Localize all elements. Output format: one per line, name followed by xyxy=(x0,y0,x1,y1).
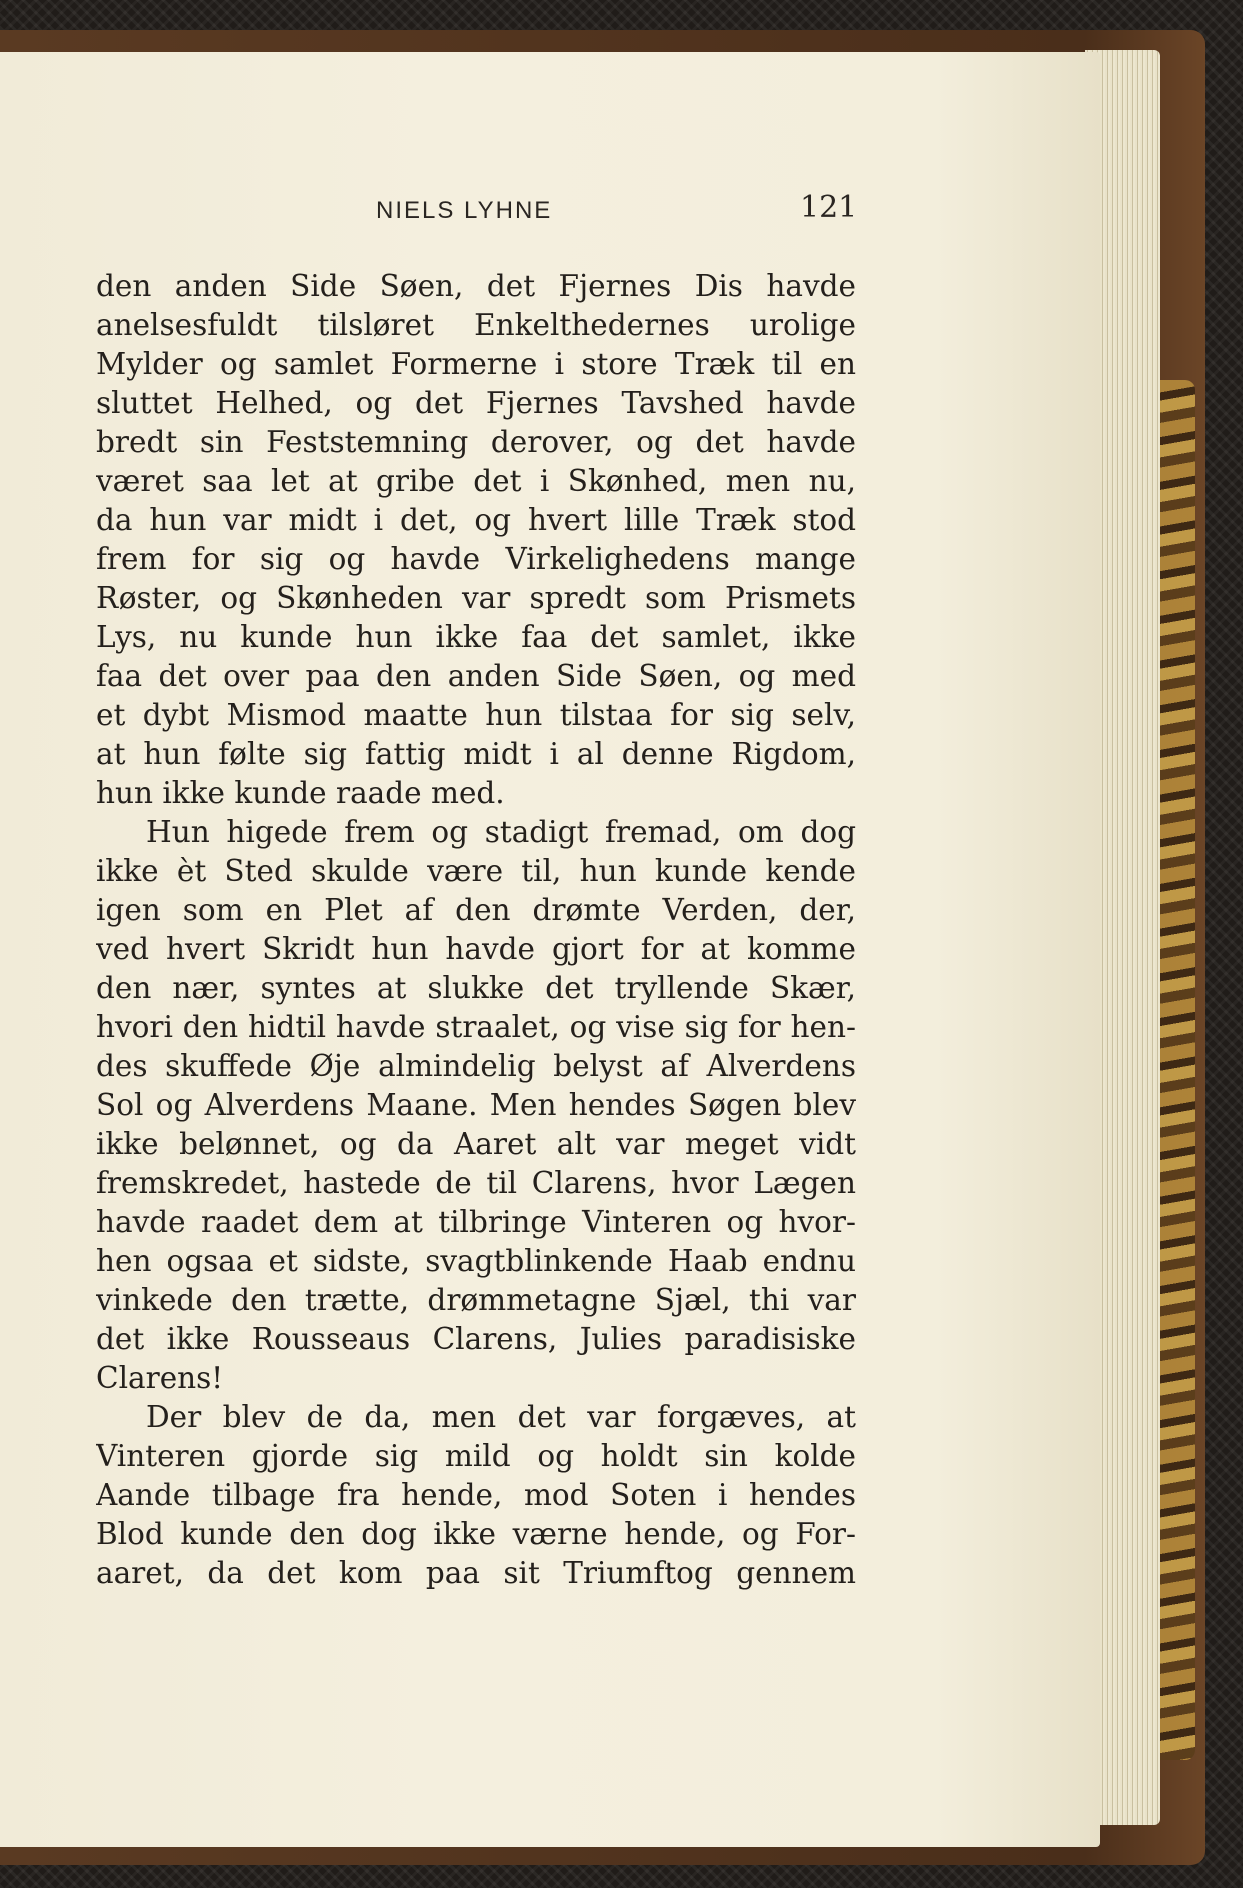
text-line: Mylder og samlet Formerne i store Træk til en xyxy=(96,347,856,381)
text-line: hvori den hidtil havde straalet, og vise sig for hen- xyxy=(96,1010,856,1044)
text-line: den nær, syntes at slukke det tryllende Skær, xyxy=(96,971,856,1005)
text-line: faa det over paa den anden Side Søen, og med xyxy=(96,659,856,693)
text-line: Aande tilbage fra hende, mod Soten i hendes xyxy=(96,1478,856,1512)
text-line: Sol og Alverdens Maane. Men hendes Søgen blev xyxy=(96,1088,856,1122)
text-line: des skuffede Øje almindelig belyst af Alverdens xyxy=(96,1049,856,1083)
text-line: at hun følte sig fattig midt i al denne Rigdom, xyxy=(96,737,856,771)
text-line: ikke belønnet, og da Aaret alt var meget vidt xyxy=(96,1127,856,1161)
text-line: ved hvert Skridt hun havde gjort for at komme xyxy=(96,932,856,966)
text-line: frem for sig og havde Virkelighedens mange xyxy=(96,542,856,576)
text-line: været saa let at gribe det i Skønhed, men nu, xyxy=(96,464,856,498)
text-line: da hun var midt i det, og hvert lille Træk stod xyxy=(96,503,856,537)
text-line: hen ogsaa et sidste, svagtblinkende Haab endnu xyxy=(96,1244,856,1278)
text-line: havde raadet dem at tilbringe Vinteren og hvor- xyxy=(96,1205,856,1239)
text-line: fremskredet, hastede de til Clarens, hvor Lægen xyxy=(96,1166,856,1200)
text-line: Der blev de da, men det var forgæves, at xyxy=(146,1400,856,1434)
text-line: aaret, da det kom paa sit Triumftog gennem xyxy=(96,1556,856,1590)
page-number: 121 xyxy=(800,190,858,225)
text-line: ikke èt Sted skulde være til, hun kunde kende xyxy=(96,854,856,888)
body-text xyxy=(96,267,856,1593)
text-line: Blod kunde den dog ikke værne hende, og For- xyxy=(96,1517,856,1551)
text-line: bredt sin Feststemning derover, og det havde xyxy=(96,425,856,459)
text-line: hun ikke kunde raade med. xyxy=(96,776,505,810)
text-line: sluttet Helhed, og det Fjernes Tavshed havde xyxy=(96,386,856,420)
text-line: et dybt Mismod maatte hun tilstaa for sig selv, xyxy=(96,698,856,732)
text-line: det ikke Rousseaus Clarens, Julies paradisiske xyxy=(96,1322,856,1356)
text-line: Vinteren gjorde sig mild og holdt sin kolde xyxy=(96,1439,856,1473)
text-line: igen som en Plet af den drømte Verden, der, xyxy=(96,893,856,927)
text-line: Hun higede frem og stadigt fremad, om dog xyxy=(146,815,856,849)
text-line: Lys, nu kunde hun ikke faa det samlet, ikke xyxy=(96,620,856,654)
text-line: vinkede den trætte, drømmetagne Sjæl, thi var xyxy=(96,1283,856,1317)
text-line: Clarens! xyxy=(96,1361,224,1395)
text-line: Røster, og Skønheden var spredt som Prismets xyxy=(96,581,856,615)
running-title: NIELS LYHNE xyxy=(376,197,553,224)
text-line: anelsesfuldt tilsløret Enkelthedernes urolige xyxy=(96,308,856,342)
text-line: den anden Side Søen, det Fjernes Dis havde xyxy=(96,269,856,303)
